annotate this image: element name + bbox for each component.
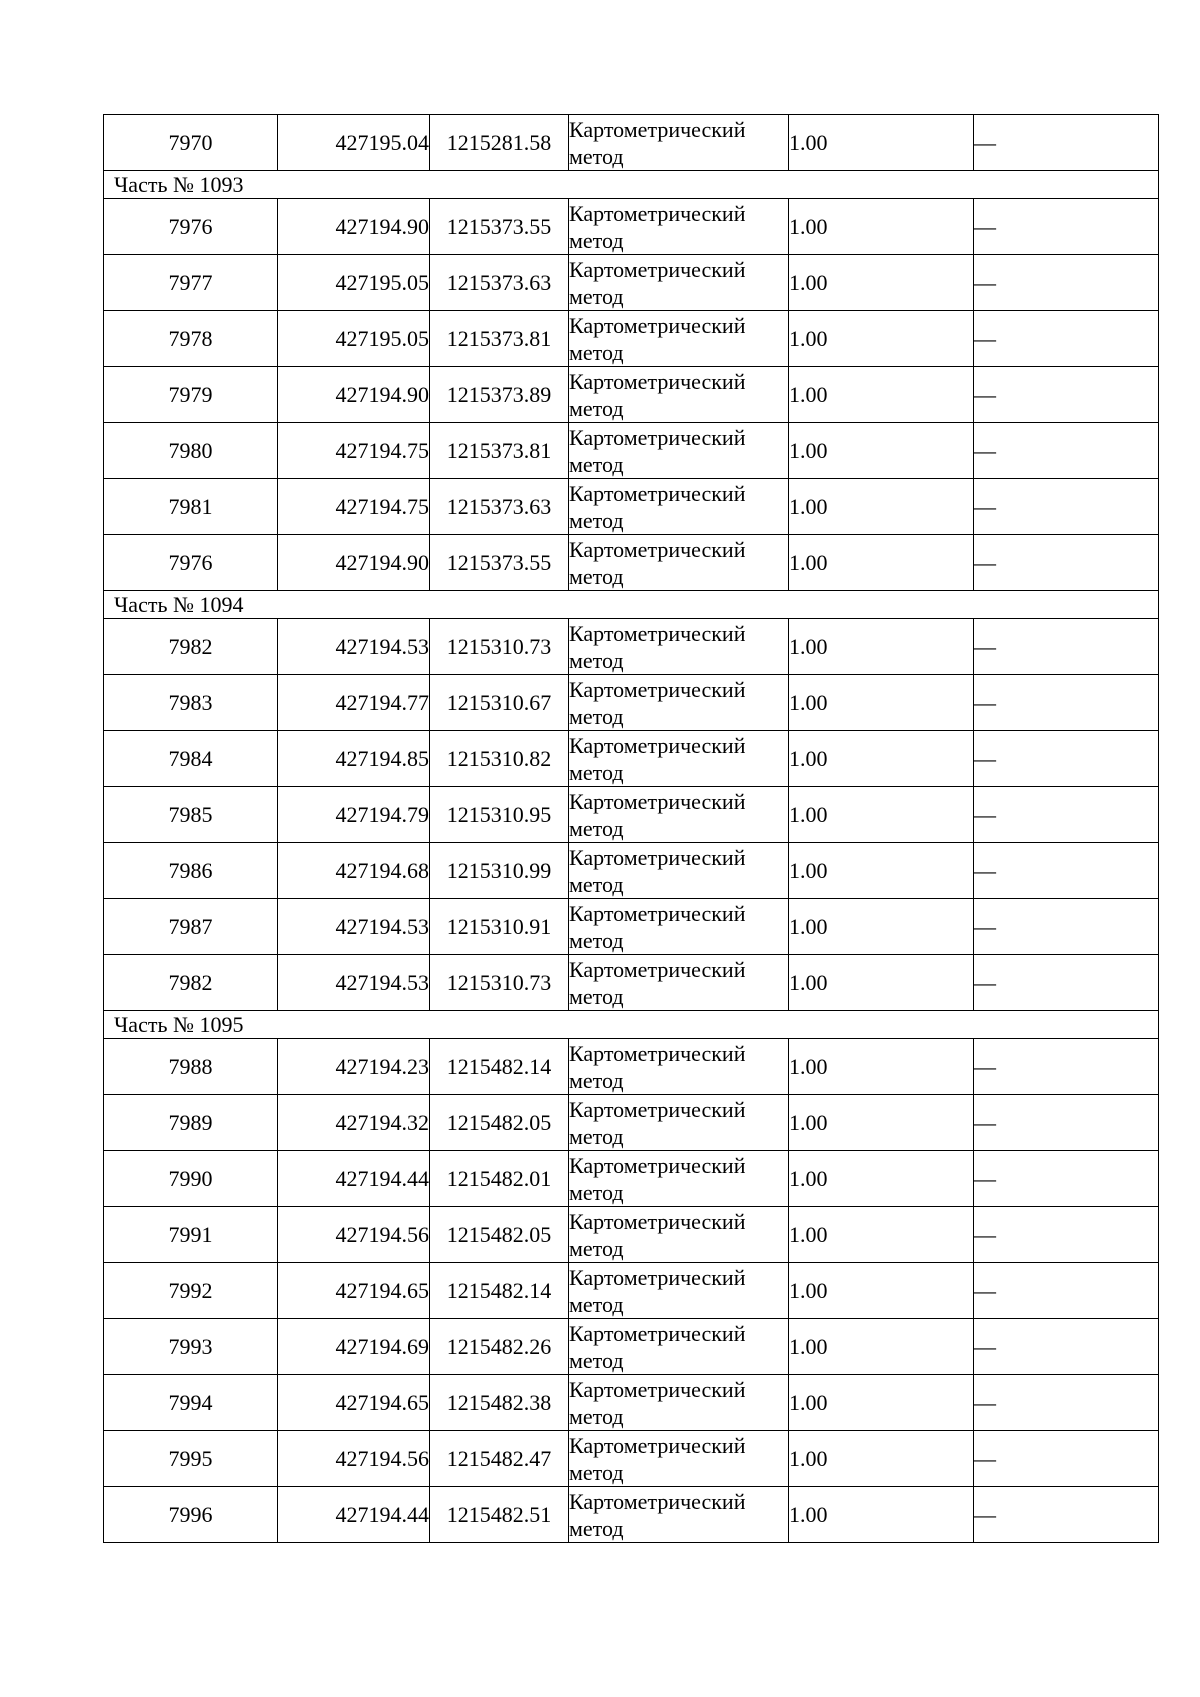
point-number-cell: 7993 — [104, 1319, 278, 1375]
description-cell: — — [974, 899, 1159, 955]
point-number-cell: 7982 — [104, 619, 278, 675]
description-cell: — — [974, 1263, 1159, 1319]
method-cell — [569, 1263, 789, 1319]
method-cell — [569, 1151, 789, 1207]
accuracy-cell: 1.00 — [789, 843, 974, 899]
table-row — [104, 619, 1159, 675]
method-text: Картометрический метод — [569, 788, 746, 841]
table-row — [104, 311, 1159, 367]
y-coordinate-cell: 1215482.14 — [430, 1039, 569, 1095]
method-cell — [569, 1095, 789, 1151]
table-row — [104, 367, 1159, 423]
point-number-cell: 7979 — [104, 367, 278, 423]
method-text: Картометрический метод — [569, 676, 746, 729]
method-cell — [569, 115, 789, 171]
table-row — [104, 955, 1159, 1011]
table-row — [104, 1039, 1159, 1095]
x-coordinate-cell: 427194.79 — [278, 787, 430, 843]
description-cell: — — [974, 1375, 1159, 1431]
point-number-cell: 7977 — [104, 255, 278, 311]
method-text: Картометрический метод — [569, 1040, 746, 1093]
table-row — [104, 535, 1159, 591]
method-text: Картометрический метод — [569, 1432, 746, 1485]
table-row — [104, 1431, 1159, 1487]
accuracy-cell: 1.00 — [789, 1375, 974, 1431]
description-cell: — — [974, 367, 1159, 423]
x-coordinate-cell: 427194.68 — [278, 843, 430, 899]
description-cell: — — [974, 115, 1159, 171]
method-text: Картометрический метод — [569, 116, 746, 169]
y-coordinate-cell: 1215373.81 — [430, 311, 569, 367]
method-cell — [569, 619, 789, 675]
y-coordinate-cell: 1215482.51 — [430, 1487, 569, 1543]
x-coordinate-cell: 427194.23 — [278, 1039, 430, 1095]
table-row — [104, 675, 1159, 731]
description-cell: — — [974, 199, 1159, 255]
y-coordinate-cell: 1215310.82 — [430, 731, 569, 787]
accuracy-cell: 1.00 — [789, 1207, 974, 1263]
x-coordinate-cell: 427194.90 — [278, 535, 430, 591]
part-header-row — [104, 1011, 1159, 1039]
table-row — [104, 899, 1159, 955]
method-text: Картометрический метод — [569, 620, 746, 673]
accuracy-cell: 1.00 — [789, 1319, 974, 1375]
description-cell: — — [974, 1039, 1159, 1095]
x-coordinate-cell: 427194.53 — [278, 955, 430, 1011]
y-coordinate-cell: 1215310.67 — [430, 675, 569, 731]
method-text: Картометрический метод — [569, 1096, 746, 1149]
point-number-cell: 7988 — [104, 1039, 278, 1095]
method-text: Картометрический метод — [569, 368, 746, 421]
accuracy-cell: 1.00 — [789, 619, 974, 675]
description-cell: — — [974, 479, 1159, 535]
x-coordinate-cell: 427194.44 — [278, 1151, 430, 1207]
description-cell: — — [974, 311, 1159, 367]
method-text: Картометрический метод — [569, 312, 746, 365]
y-coordinate-cell: 1215310.99 — [430, 843, 569, 899]
x-coordinate-cell: 427194.90 — [278, 199, 430, 255]
method-text: Картометрический метод — [569, 256, 746, 309]
point-number-cell: 7992 — [104, 1263, 278, 1319]
y-coordinate-cell: 1215482.05 — [430, 1095, 569, 1151]
method-cell — [569, 843, 789, 899]
description-cell: — — [974, 955, 1159, 1011]
point-number-cell: 7970 — [104, 115, 278, 171]
method-cell — [569, 255, 789, 311]
point-number-cell: 7986 — [104, 843, 278, 899]
point-number-cell: 7990 — [104, 1151, 278, 1207]
y-coordinate-cell: 1215310.73 — [430, 619, 569, 675]
method-cell — [569, 1207, 789, 1263]
method-cell — [569, 367, 789, 423]
method-cell — [569, 1375, 789, 1431]
y-coordinate-cell: 1215482.38 — [430, 1375, 569, 1431]
description-cell: — — [974, 731, 1159, 787]
point-number-cell: 7994 — [104, 1375, 278, 1431]
method-text: Картометрический метод — [569, 956, 746, 1009]
accuracy-cell: 1.00 — [789, 1487, 974, 1543]
y-coordinate-cell: 1215482.01 — [430, 1151, 569, 1207]
accuracy-cell: 1.00 — [789, 115, 974, 171]
method-cell — [569, 311, 789, 367]
point-number-cell: 7987 — [104, 899, 278, 955]
point-number-cell: 7995 — [104, 1431, 278, 1487]
description-cell: — — [974, 535, 1159, 591]
point-number-cell: 7991 — [104, 1207, 278, 1263]
x-coordinate-cell: 427194.65 — [278, 1263, 430, 1319]
table-row — [104, 1319, 1159, 1375]
y-coordinate-cell: 1215373.63 — [430, 479, 569, 535]
description-cell: — — [974, 1431, 1159, 1487]
description-cell: — — [974, 787, 1159, 843]
accuracy-cell: 1.00 — [789, 423, 974, 479]
point-number-cell: 7980 — [104, 423, 278, 479]
method-text: Картометрический метод — [569, 536, 746, 589]
method-text: Картометрический метод — [569, 1208, 746, 1261]
point-number-cell: 7983 — [104, 675, 278, 731]
method-text: Картометрический метод — [569, 200, 746, 253]
accuracy-cell: 1.00 — [789, 1039, 974, 1095]
part-header-row — [104, 171, 1159, 199]
description-cell: — — [974, 1487, 1159, 1543]
y-coordinate-cell: 1215310.73 — [430, 955, 569, 1011]
method-text: Картометрический метод — [569, 844, 746, 897]
accuracy-cell: 1.00 — [789, 1151, 974, 1207]
table-row — [104, 1207, 1159, 1263]
accuracy-cell: 1.00 — [789, 1431, 974, 1487]
part-title: Часть № 1094 — [104, 591, 1159, 619]
method-text: Картометрический метод — [569, 480, 746, 533]
accuracy-cell: 1.00 — [789, 787, 974, 843]
point-number-cell: 7985 — [104, 787, 278, 843]
table-row — [104, 115, 1159, 171]
x-coordinate-cell: 427194.69 — [278, 1319, 430, 1375]
description-cell: — — [974, 619, 1159, 675]
part-title: Часть № 1093 — [104, 171, 1159, 199]
x-coordinate-cell: 427194.44 — [278, 1487, 430, 1543]
x-coordinate-cell: 427194.56 — [278, 1207, 430, 1263]
point-number-cell: 7984 — [104, 731, 278, 787]
point-number-cell: 7996 — [104, 1487, 278, 1543]
method-cell — [569, 899, 789, 955]
x-coordinate-cell: 427194.53 — [278, 619, 430, 675]
x-coordinate-cell: 427194.90 — [278, 367, 430, 423]
method-text: Картометрический метод — [569, 732, 746, 785]
point-number-cell: 7976 — [104, 535, 278, 591]
table-row — [104, 1263, 1159, 1319]
description-cell: — — [974, 1095, 1159, 1151]
y-coordinate-cell: 1215373.63 — [430, 255, 569, 311]
x-coordinate-cell: 427195.05 — [278, 255, 430, 311]
method-text: Картометрический метод — [569, 424, 746, 477]
table-row — [104, 1151, 1159, 1207]
table-row — [104, 423, 1159, 479]
method-cell — [569, 1431, 789, 1487]
method-text: Картометрический метод — [569, 1320, 746, 1373]
part-title: Часть № 1095 — [104, 1011, 1159, 1039]
description-cell: — — [974, 255, 1159, 311]
method-cell — [569, 1487, 789, 1543]
x-coordinate-cell: 427195.05 — [278, 311, 430, 367]
accuracy-cell: 1.00 — [789, 675, 974, 731]
method-text: Картометрический метод — [569, 1488, 746, 1541]
x-coordinate-cell: 427195.04 — [278, 115, 430, 171]
accuracy-cell: 1.00 — [789, 255, 974, 311]
x-coordinate-cell: 427194.77 — [278, 675, 430, 731]
y-coordinate-cell: 1215482.26 — [430, 1319, 569, 1375]
accuracy-cell: 1.00 — [789, 535, 974, 591]
accuracy-cell: 1.00 — [789, 367, 974, 423]
document-page — [103, 114, 1158, 1543]
method-cell — [569, 423, 789, 479]
point-number-cell: 7982 — [104, 955, 278, 1011]
table-row — [104, 1375, 1159, 1431]
x-coordinate-cell: 427194.75 — [278, 423, 430, 479]
method-cell — [569, 479, 789, 535]
point-number-cell: 7978 — [104, 311, 278, 367]
accuracy-cell: 1.00 — [789, 731, 974, 787]
point-number-cell: 7981 — [104, 479, 278, 535]
description-cell: — — [974, 1151, 1159, 1207]
y-coordinate-cell: 1215482.47 — [430, 1431, 569, 1487]
method-cell — [569, 731, 789, 787]
description-cell: — — [974, 675, 1159, 731]
table-row — [104, 843, 1159, 899]
method-cell — [569, 535, 789, 591]
y-coordinate-cell: 1215373.55 — [430, 535, 569, 591]
table-row — [104, 731, 1159, 787]
accuracy-cell: 1.00 — [789, 479, 974, 535]
table-row — [104, 479, 1159, 535]
accuracy-cell: 1.00 — [789, 1095, 974, 1151]
coordinates-table — [103, 114, 1159, 1543]
method-cell — [569, 1039, 789, 1095]
accuracy-cell: 1.00 — [789, 899, 974, 955]
table-row — [104, 1095, 1159, 1151]
description-cell: — — [974, 1207, 1159, 1263]
table-row — [104, 1487, 1159, 1543]
x-coordinate-cell: 427194.56 — [278, 1431, 430, 1487]
x-coordinate-cell: 427194.32 — [278, 1095, 430, 1151]
part-header-row — [104, 591, 1159, 619]
y-coordinate-cell: 1215281.58 — [430, 115, 569, 171]
y-coordinate-cell: 1215373.55 — [430, 199, 569, 255]
y-coordinate-cell: 1215482.14 — [430, 1263, 569, 1319]
table-row — [104, 787, 1159, 843]
y-coordinate-cell: 1215482.05 — [430, 1207, 569, 1263]
description-cell: — — [974, 423, 1159, 479]
table-row — [104, 255, 1159, 311]
method-cell — [569, 787, 789, 843]
accuracy-cell: 1.00 — [789, 199, 974, 255]
accuracy-cell: 1.00 — [789, 955, 974, 1011]
accuracy-cell: 1.00 — [789, 1263, 974, 1319]
method-text: Картометрический метод — [569, 1376, 746, 1429]
accuracy-cell: 1.00 — [789, 311, 974, 367]
x-coordinate-cell: 427194.53 — [278, 899, 430, 955]
table-row — [104, 199, 1159, 255]
method-text: Картометрический метод — [569, 1152, 746, 1205]
description-cell: — — [974, 1319, 1159, 1375]
point-number-cell: 7989 — [104, 1095, 278, 1151]
y-coordinate-cell: 1215310.91 — [430, 899, 569, 955]
y-coordinate-cell: 1215373.81 — [430, 423, 569, 479]
x-coordinate-cell: 427194.65 — [278, 1375, 430, 1431]
method-cell — [569, 1319, 789, 1375]
method-text: Картометрический метод — [569, 900, 746, 953]
method-cell — [569, 199, 789, 255]
y-coordinate-cell: 1215310.95 — [430, 787, 569, 843]
point-number-cell: 7976 — [104, 199, 278, 255]
description-cell: — — [974, 843, 1159, 899]
method-text: Картометрический метод — [569, 1264, 746, 1317]
x-coordinate-cell: 427194.75 — [278, 479, 430, 535]
x-coordinate-cell: 427194.85 — [278, 731, 430, 787]
method-cell — [569, 955, 789, 1011]
coordinates-table-body — [104, 115, 1159, 1543]
y-coordinate-cell: 1215373.89 — [430, 367, 569, 423]
method-cell — [569, 675, 789, 731]
